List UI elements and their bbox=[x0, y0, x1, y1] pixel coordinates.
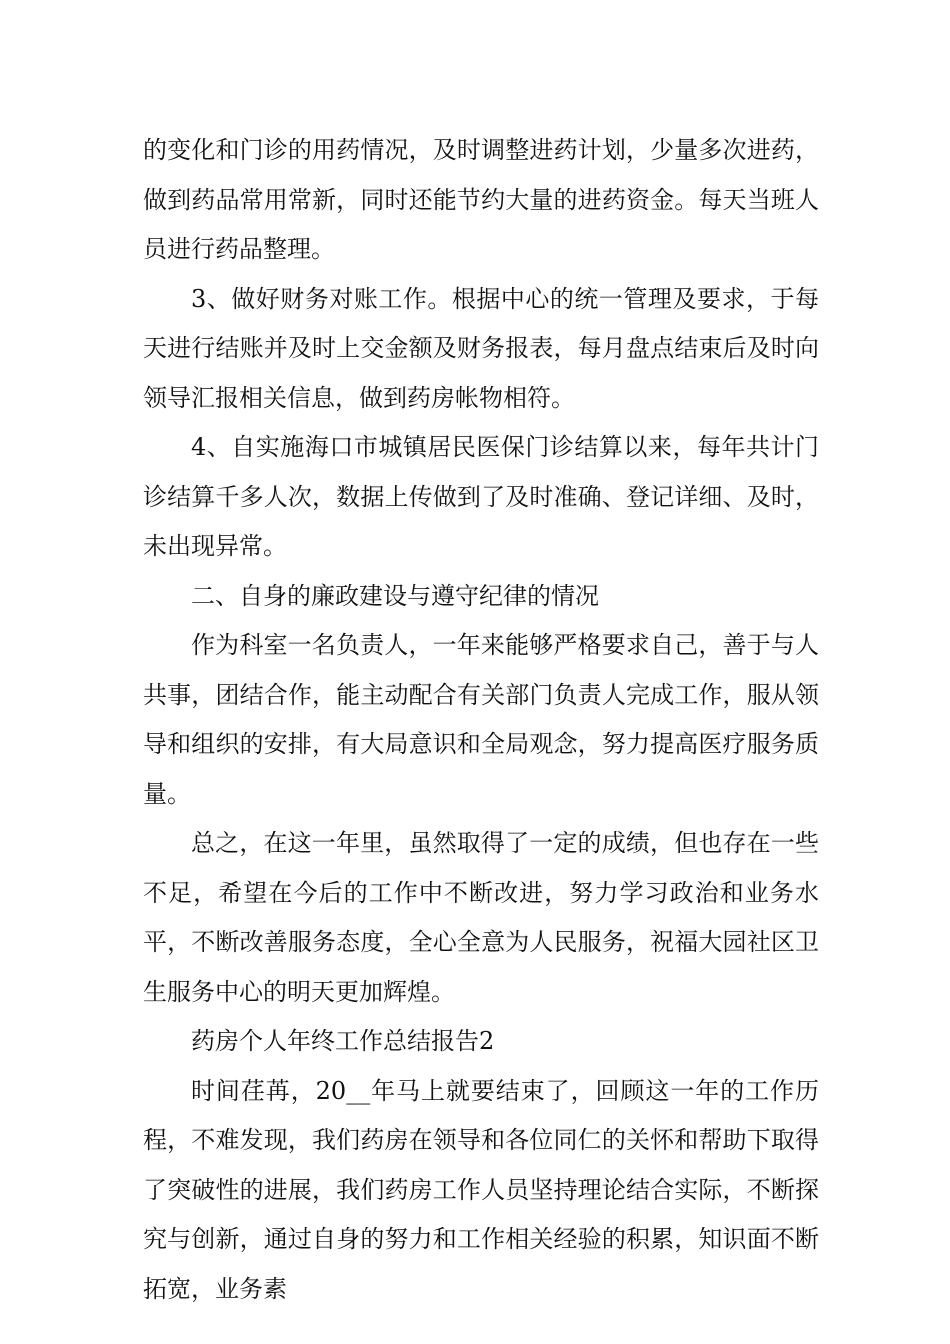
paragraph-responsibility: 作为科室一名负责人，一年来能够严格要求自己，善于与人共事，团结合作，能主动配合有关部门负责人完成工作，服从领导和组织的安排，有大局意识和全局观念，努力提高医疗服务质量。 bbox=[143, 631, 819, 808]
paragraph-drug-purchase: 的变化和门诊的用药情况，及时调整进药计划，少量多次进药，做到药品常用常新，同时还能节约大量的进药资金。每天当班人员进行药品整理。 bbox=[143, 136, 819, 263]
section-heading-integrity: 二、自身的廉政建设与遵守纪律的情况 bbox=[191, 581, 599, 610]
paragraph-conclusion: 总之，在这一年里，虽然取得了一定的成绩，但也存在一些不足，希望在今后的工作中不断改进，努力学习政治和业务水平，不断改善服务态度，全心全意为人民服务，祝福大园社区卫生服务中心的明天更加辉煌。 bbox=[143, 829, 819, 1006]
paragraph-finance-reconciliation: 3、做好财务对账工作。根据中心的统一管理及要求，于每天进行结账并及时上交金额及财务报表，每月盘点结束后及时向领导汇报相关信息，做到药房帐物相符。 bbox=[143, 284, 819, 412]
paragraph-year-review: 时间荏苒，20__年马上就要结束了，回顾这一年的工作历程，不难发现，我们药房在领导和各位同仁的关怀和帮助下取得了突破性的进展，我们药房工作人员坚持理论结合实际，不断探究与创新，通过自身的努力和工作相关经验的积累，知识面不断拓宽，业务素 bbox=[143, 1076, 819, 1303]
report-title-2: 药房个人年终工作总结报告2 bbox=[191, 1027, 495, 1055]
document-body bbox=[143, 126, 819, 1314]
paragraph-medical-insurance: 4、自实施海口市城镇居民医保门诊结算以来，每年共计门诊结算千多人次，数据上传做到了及时准确、登记详细、及时，未出现异常。 bbox=[143, 433, 819, 560]
